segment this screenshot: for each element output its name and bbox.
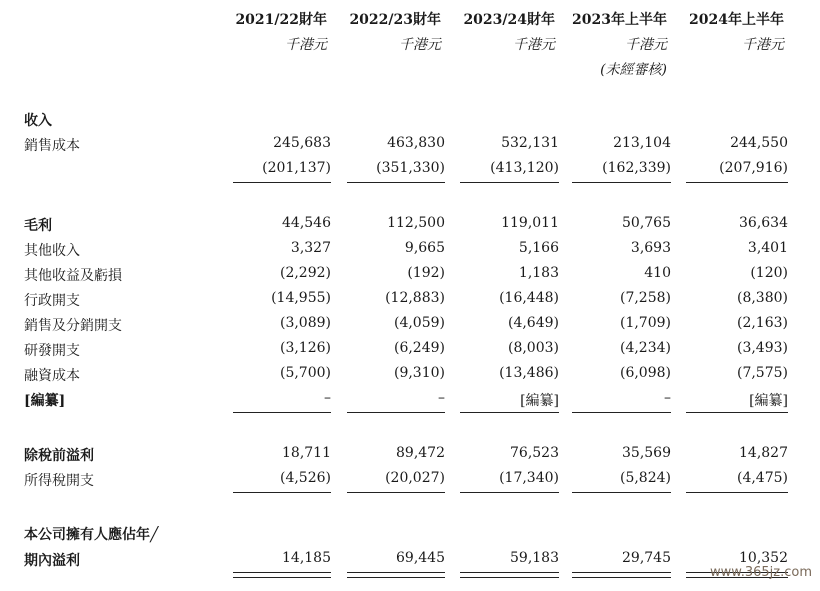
cell-value: (3,089) (279, 315, 331, 331)
column-header: 2023/24財年 (463, 12, 555, 28)
cell-value: (4,234) (619, 340, 671, 356)
cell-value: (17,340) (499, 470, 559, 486)
column-unit: 千港元 (742, 37, 784, 53)
cell-value: 76,523 (510, 445, 559, 461)
cell-value: (351,330) (376, 160, 445, 176)
row-label: 融資成本 (24, 368, 80, 384)
cell-value: (3,493) (736, 340, 788, 356)
cell-value: (16,448) (499, 290, 559, 306)
subtotal-line (460, 492, 559, 493)
column-header: 2023年上半年 (572, 12, 667, 28)
cell-value: (4,059) (393, 315, 445, 331)
cell-value: (6,098) (619, 365, 671, 381)
cell-value: (8,380) (736, 290, 788, 306)
cell-value: (4,475) (736, 470, 788, 486)
cell-value: – (664, 390, 671, 406)
cell-value: 213,104 (613, 135, 671, 151)
cell-value: (3,126) (279, 340, 331, 356)
subtotal-line (572, 492, 671, 493)
cell-value: 112,500 (387, 215, 445, 231)
cell-value: 50,765 (622, 215, 671, 231)
row-label: 期內溢利 (24, 553, 80, 569)
double-underline (460, 572, 559, 578)
column-unit: 千港元 (625, 37, 667, 53)
cell-value: (6,249) (393, 340, 445, 356)
cell-value: (13,486) (499, 365, 559, 381)
cell-value: 244,550 (730, 135, 788, 151)
cell-value: (5,824) (619, 470, 671, 486)
cell-value: (12,883) (385, 290, 445, 306)
cell-value: 119,011 (501, 215, 559, 231)
cell-value: 18,711 (282, 445, 331, 461)
row-label: 毛利 (24, 218, 52, 234)
cell-value: [編纂] (520, 393, 559, 409)
subtotal-line (233, 492, 331, 493)
cell-value: 463,830 (387, 135, 445, 151)
row-label: 所得稅開支 (24, 473, 94, 489)
cell-value: 5,166 (518, 240, 559, 256)
cell-value: 245,683 (273, 135, 331, 151)
cell-value: (1,709) (619, 315, 671, 331)
column-unit: 千港元 (285, 37, 327, 53)
cell-value: (2,292) (279, 265, 331, 281)
cell-value: (2,163) (736, 315, 788, 331)
watermark: www.365jz.com (710, 565, 812, 580)
cell-value: (192) (407, 265, 445, 281)
cell-value: 410 (644, 265, 671, 281)
cell-value: (4,526) (279, 470, 331, 486)
subtotal-line (233, 412, 331, 413)
cell-value: 14,185 (282, 550, 331, 566)
cell-value: 89,472 (396, 445, 445, 461)
column-header: 2021/22財年 (235, 12, 327, 28)
row-label: 銷售成本 (24, 138, 80, 154)
subtotal-line (686, 492, 788, 493)
cell-value: 36,634 (739, 215, 788, 231)
cell-value: 9,665 (404, 240, 445, 256)
cell-value: – (438, 390, 445, 406)
cell-value: (201,137) (262, 160, 331, 176)
column-unit: 千港元 (399, 37, 441, 53)
row-label: [編纂] (24, 393, 66, 409)
cell-value: (7,258) (619, 290, 671, 306)
cell-value: (20,027) (385, 470, 445, 486)
row-label: 研發開支 (24, 343, 80, 359)
cell-value: 1,183 (518, 265, 559, 281)
cell-value: (4,649) (507, 315, 559, 331)
cell-value: (120) (750, 265, 788, 281)
cell-value: 532,131 (501, 135, 559, 151)
row-label: 其他收益及虧損 (24, 268, 122, 284)
subtotal-line (460, 412, 559, 413)
cell-value: 29,745 (622, 550, 671, 566)
cell-value: (5,700) (279, 365, 331, 381)
cell-value: 3,693 (630, 240, 671, 256)
double-underline (347, 572, 445, 578)
cell-value: (14,955) (271, 290, 331, 306)
row-label: 除稅前溢利 (24, 448, 94, 464)
double-underline (572, 572, 671, 578)
subtotal-line (347, 492, 445, 493)
cell-value: (413,120) (490, 160, 559, 176)
cell-value: (8,003) (507, 340, 559, 356)
row-label: 收入 (24, 113, 52, 129)
cell-value: 69,445 (396, 550, 445, 566)
subtotal-line (572, 182, 671, 183)
row-label: 銷售及分銷開支 (24, 318, 122, 334)
subtotal-line (347, 412, 445, 413)
cell-value: 3,327 (290, 240, 331, 256)
cell-value: (207,916) (719, 160, 788, 176)
cell-value: (9,310) (393, 365, 445, 381)
row-label: 其他收入 (24, 243, 80, 259)
cell-value: [編纂] (749, 393, 788, 409)
column-note: (未經審核) (600, 62, 667, 78)
cell-value: – (324, 390, 331, 406)
cell-value: (7,575) (736, 365, 788, 381)
column-header: 2024年上半年 (689, 12, 784, 28)
cell-value: 14,827 (739, 445, 788, 461)
subtotal-line (686, 412, 788, 413)
cell-value: (162,339) (602, 160, 671, 176)
column-header: 2022/23財年 (349, 12, 441, 28)
subtotal-line (347, 182, 445, 183)
cell-value: 35,569 (622, 445, 671, 461)
row-label: 行政開支 (24, 293, 80, 309)
subtotal-line (233, 182, 331, 183)
cell-value: 59,183 (510, 550, 559, 566)
subtotal-line (460, 182, 559, 183)
row-label: 本公司擁有人應佔年╱ (24, 527, 159, 543)
cell-value: 3,401 (747, 240, 788, 256)
subtotal-line (686, 182, 788, 183)
subtotal-line (572, 412, 671, 413)
cell-value: 44,546 (282, 215, 331, 231)
cell-value: 10,352 (739, 550, 788, 566)
double-underline (233, 572, 331, 578)
column-unit: 千港元 (513, 37, 555, 53)
